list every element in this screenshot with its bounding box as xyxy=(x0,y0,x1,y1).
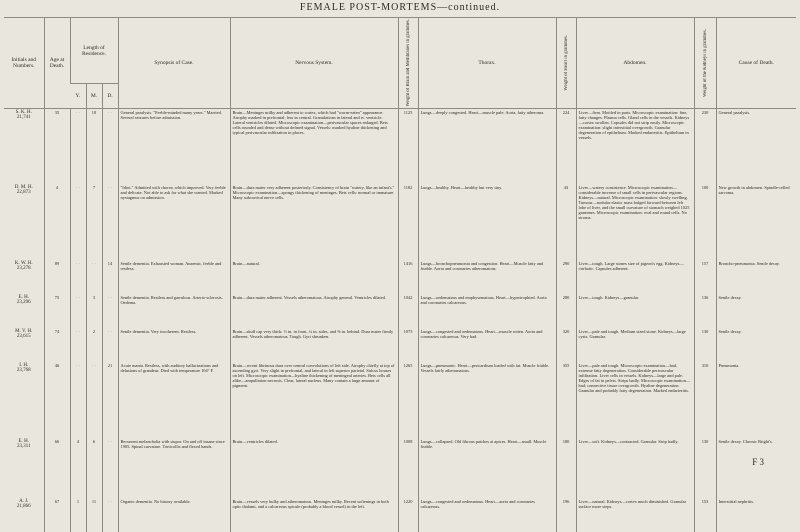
table-row xyxy=(4,498,796,532)
brain-weight-cell: 1075 xyxy=(398,328,418,362)
nervous-cell: Brain—ventricles dilated. xyxy=(230,438,398,498)
table-row xyxy=(4,294,796,328)
heart-weight-cell: 320 xyxy=(556,328,576,362)
thorax-cell: Lungs—congested and oedematous. Heart—muscle rotten. Aorta and coronaries calcareous. Very bad. xyxy=(418,328,556,362)
cause-cell: Senile decay. Chronic Bright's. xyxy=(716,438,796,498)
table-row xyxy=(4,184,796,260)
days-cell: · · xyxy=(102,498,118,532)
abdomen-cell: Liver—tough. Large stones size of pigeon's egg. Kidneys—cirrhotic. Capsules adherent. xyxy=(576,260,694,294)
synopsis-cell: Organic dementia. No history available. xyxy=(118,498,230,532)
thorax-cell: Lungs—collapsed. Old fibrous patches at apices. Heart—small. Muscle friable. xyxy=(418,438,556,498)
heart-weight-cell: 43 xyxy=(556,184,576,260)
cause-cell: Pneumonia. xyxy=(716,362,796,438)
nervous-cell: Brain—dura mater adherent. Vessels atheromatous. Atrophy general. Ventricles dilated. xyxy=(230,294,398,328)
synopsis-cell: Acute mania. Restless, with auditory hallucinations and delusions of grandeur. Died with temperature 104° F. xyxy=(118,362,230,438)
page-title: FEMALE POST-MORTEMS—continued. xyxy=(299,2,501,13)
brain-weight-cell: 1416 xyxy=(398,260,418,294)
thorax-cell: Lungs—congested and oedematous. Heart—aorta and coronaries calcareous. xyxy=(418,498,556,532)
post-mortem-table xyxy=(4,17,796,532)
days-cell: · · xyxy=(102,328,118,362)
kidney-weight-cell: 157 xyxy=(694,260,716,294)
brain-weight-cell: 1182 xyxy=(398,184,418,260)
thorax-cell: Lungs—bronchopneumonia and congestion. Heart—Muscle fatty and friable. Aorta and coronaries atheromatous. xyxy=(418,260,556,294)
synopsis-cell: "Idiot." Admitted with chorea, which improved. Very feeble and delicate. Not able to ask for what she wanted. Marked nystagmus on admission. xyxy=(118,184,230,260)
brain-weight-cell: 1125 xyxy=(398,108,418,184)
months-cell: 11 xyxy=(86,498,102,532)
months-cell: 7 xyxy=(86,184,102,260)
table-row xyxy=(4,108,796,184)
days-cell: 21 xyxy=(102,362,118,438)
synopsis-cell: Senile dementia. Exhausted woman. Anaemic, feeble and restless. xyxy=(118,260,230,294)
days-cell: · · xyxy=(102,438,118,498)
initials-cell: E. H. 23,311 xyxy=(16,439,31,450)
age-cell: 35 xyxy=(44,108,70,184)
thorax-cell: Lungs—healthy. Heart—healthy but very tiny. xyxy=(418,184,556,260)
age-cell: 46 xyxy=(44,362,70,438)
days-cell: 14 xyxy=(102,260,118,294)
synopsis-cell: Senile dementia. Very incoherent. Restless. xyxy=(118,328,230,362)
synopsis-cell: General paralysis. "Feeble-minded many years." Married. Several seizures before admission. xyxy=(118,108,230,184)
months-cell: 6 xyxy=(86,438,102,498)
header-residence: Length of Residence. xyxy=(70,18,118,84)
years-cell: · · xyxy=(70,184,86,260)
header-thorax: Thorax. xyxy=(418,18,556,109)
heart-weight-cell: 290 xyxy=(556,260,576,294)
abdomen-cell: Liver—firm. Mottled in parts. Microscopic examination: fine, fatty changes. Plasma cells. Gland cells in the vessels. Kidneys—cortex swollen. Capsules did not strip easily. Microscopic examination: slight interstitial overgrowth. Granular degeneration of epithelium. Marked endarteritis. Epithelium in vessels. xyxy=(576,108,694,184)
cause-cell: New growth in abdomen. Spindle-celled sarcoma. xyxy=(716,184,796,260)
kidney-weight-cell: 100 xyxy=(694,184,716,260)
thorax-cell: Lungs—pneumonic. Heart—pericardium loaded with fat. Muscle friable. Vessels fairly atheromatous. xyxy=(418,362,556,438)
synopsis-cell: Recurrent melancholia with stupor. On and off insane since 1905. Spinal curvature. Torticollis and flexed hands. xyxy=(118,438,230,498)
years-cell: · · xyxy=(70,108,86,184)
nervous-cell: Brain—skull cap very thick: ½ in. in front, ¼ in. sides, and ⅜ in. behind. Dura mater firmly adherent. Vessels atheromatous. Tough. Gyri shrunken. xyxy=(230,328,398,362)
table-row xyxy=(4,260,796,294)
years-cell: · · xyxy=(70,362,86,438)
years-cell: 1 xyxy=(70,498,86,532)
thorax-cell: Lungs—oedematous and emphysematous. Heart—hypertrophied. Aorta and coronaries calcareous. xyxy=(418,294,556,328)
initials-cell: E. H. 23,296 xyxy=(16,295,31,306)
abdomen-cell: Liver—pale and tough. Microscopic examination—bad, extreme fatty degeneration. Considerable perivascular infiltration. Liver cells in vessels. Kidneys—large and pale. Edges of fat in pelvis. Strips badly. Microscopic examination—bad; connective tissue overgrowth. Hyaline degeneration. Granular and probably fatty degeneration. Marked endarteritis. xyxy=(576,362,694,438)
heart-weight-cell: 196 xyxy=(556,498,576,532)
header-abdomen: Abdomen. xyxy=(576,18,694,109)
header-nervous: Nervous System. xyxy=(230,18,398,109)
years-cell: · · xyxy=(70,294,86,328)
brain-weight-cell: 1265 xyxy=(398,362,418,438)
nervous-cell: Brain—recent fibrinous dura over central convolutions of left side. Atrophy chiefly at top of ascending gyri. Very slight in prefrontal, and lateral in left superior parietal. Sulcus houses on left. Microscopic examination—hyaline thickening of meningeal arteries. Bets cells all alike—ampullation necrosis. Clear, lateral nucleus. Many contain a large amount of pigment. xyxy=(230,362,398,438)
header-months: M. xyxy=(86,84,102,109)
heart-weight-cell: 180 xyxy=(556,438,576,498)
kidney-weight-cell: 136 xyxy=(694,294,716,328)
age-cell: 75 xyxy=(44,294,70,328)
header-cause: Cause of Death. xyxy=(716,18,796,109)
initials-cell: S. K. H. 21,741 xyxy=(15,109,32,120)
header-synopsis: Synopsis of Case. xyxy=(118,18,230,109)
page-marker: F 3 xyxy=(752,457,764,467)
initials-cell: K. W. H. 23,278 xyxy=(14,261,33,272)
header-heart-weight: Weight of Heart in grammes. xyxy=(556,18,576,109)
initials-cell: D. M. H. 22,873 xyxy=(14,185,33,196)
months-cell: 10 xyxy=(86,108,102,184)
age-cell: 67 xyxy=(44,498,70,532)
initials-cell: M. V. H. 23,615 xyxy=(15,329,33,340)
days-cell: · · xyxy=(102,184,118,260)
header-years: Y. xyxy=(70,84,86,109)
age-cell: 4 xyxy=(44,184,70,260)
nervous-cell: Brain—dura mater very adherent posteriorly. Consistency of brain "watery, like an infant's." Microscopic examination—spongy thickening of meninges. Bets cells: normal or immature. Many subcortical nerve cells. xyxy=(230,184,398,260)
heart-weight-cell: 280 xyxy=(556,294,576,328)
brain-weight-cell: 1220 xyxy=(398,498,418,532)
abdomen-cell: Liver—soft. Kidneys—contracted. Granular. Strip badly. xyxy=(576,438,694,498)
abdomen-cell: Liver—tough. Kidneys—granular. xyxy=(576,294,694,328)
days-cell: · · xyxy=(102,108,118,184)
cause-cell: General paralysis. xyxy=(716,108,796,184)
synopsis-cell: Senile dementia. Restless and garrulous. Arterio-sclerosis. Oedema. xyxy=(118,294,230,328)
kidney-weight-cell: 310 xyxy=(694,362,716,438)
days-cell: · · xyxy=(102,294,118,328)
table-row xyxy=(4,438,796,498)
initials-cell: A. J. 21,866 xyxy=(16,499,31,510)
abdomen-cell: Liver—natural. Kidneys—cortex much diminished. Granular surface more steps. xyxy=(576,498,694,532)
brain-weight-cell: 1042 xyxy=(398,294,418,328)
years-cell: 4 xyxy=(70,438,86,498)
header-age: Age at Death. xyxy=(44,18,70,109)
heart-weight-cell: 224 xyxy=(556,108,576,184)
months-cell: · · xyxy=(86,362,102,438)
kidney-weight-cell: 130 xyxy=(694,328,716,362)
nervous-cell: Brain—vessels very bulky and atheromatous. Meninges milky. Recent softenings in both optic thalami, and a calcareous spicule (probably a blood vessel) in the left. xyxy=(230,498,398,532)
table-row xyxy=(4,328,796,362)
age-cell: 89 xyxy=(44,260,70,294)
kidney-weight-cell: 153 xyxy=(694,498,716,532)
kidney-weight-cell: 130 xyxy=(694,438,716,498)
table-row xyxy=(4,362,796,438)
brain-weight-cell: 1008 xyxy=(398,438,418,498)
cause-cell: Senile decay. xyxy=(716,328,796,362)
years-cell: · · xyxy=(70,328,86,362)
years-cell: · · xyxy=(70,260,86,294)
header-kidney-weight: Weight of the Kidneys in grammes. xyxy=(694,18,716,109)
months-cell: 2 xyxy=(86,328,102,362)
abdomen-cell: Liver—pale and tough. Medium sized stone. Kidneys—large cysts. Granular. xyxy=(576,328,694,362)
cause-cell: Senile decay. xyxy=(716,294,796,328)
age-cell: 74 xyxy=(44,328,70,362)
heart-weight-cell: 355 xyxy=(556,362,576,438)
months-cell: 3 xyxy=(86,294,102,328)
nervous-cell: Brain—Meninges milky and adherent to cortex, which had "worm-eaten" appearance. Atrophy marked in prefrontal; less in central. Granulations in lateral and iv. ventricle. Lateral ventricles dilated. Microscopic examination—perivascular spaces enlarged. Bets cells rounded and dense without defined signal. Vessels: marked hyaline thickening and typical perivascular infiltration in places. xyxy=(230,108,398,184)
cause-cell: Interstitial nephritis. xyxy=(716,498,796,532)
header-brain-weight: Weight of Brain and Membranes in grammes. xyxy=(398,18,418,109)
header-days: D. xyxy=(102,84,118,109)
age-cell: 66 xyxy=(44,438,70,498)
thorax-cell: Lungs—deeply congested. Heart—muscle pale. Aorta, fatty atheroma. xyxy=(418,108,556,184)
nervous-cell: Brain—natural. xyxy=(230,260,398,294)
abdomen-cell: Liver—watery consistence. Microscopic examination—considerable increase of small cells in perivascular regions. Kidneys—natural. Microscopic examination: slowly swelling. Tumour—nodular elastic mass bulged forward between left lobe of liver, and the small curvature of stomach weighed 1025 grammes. Microscopic examination: oval and round cells. No stroma. xyxy=(576,184,694,260)
header-initials: Initials and Numbers. xyxy=(4,18,44,109)
initials-cell: I. H. 23,768 xyxy=(16,363,31,374)
months-cell: · · xyxy=(86,260,102,294)
cause-cell: Broncho-pneumonia. Senile decay. xyxy=(716,260,796,294)
kidney-weight-cell: 230 xyxy=(694,108,716,184)
